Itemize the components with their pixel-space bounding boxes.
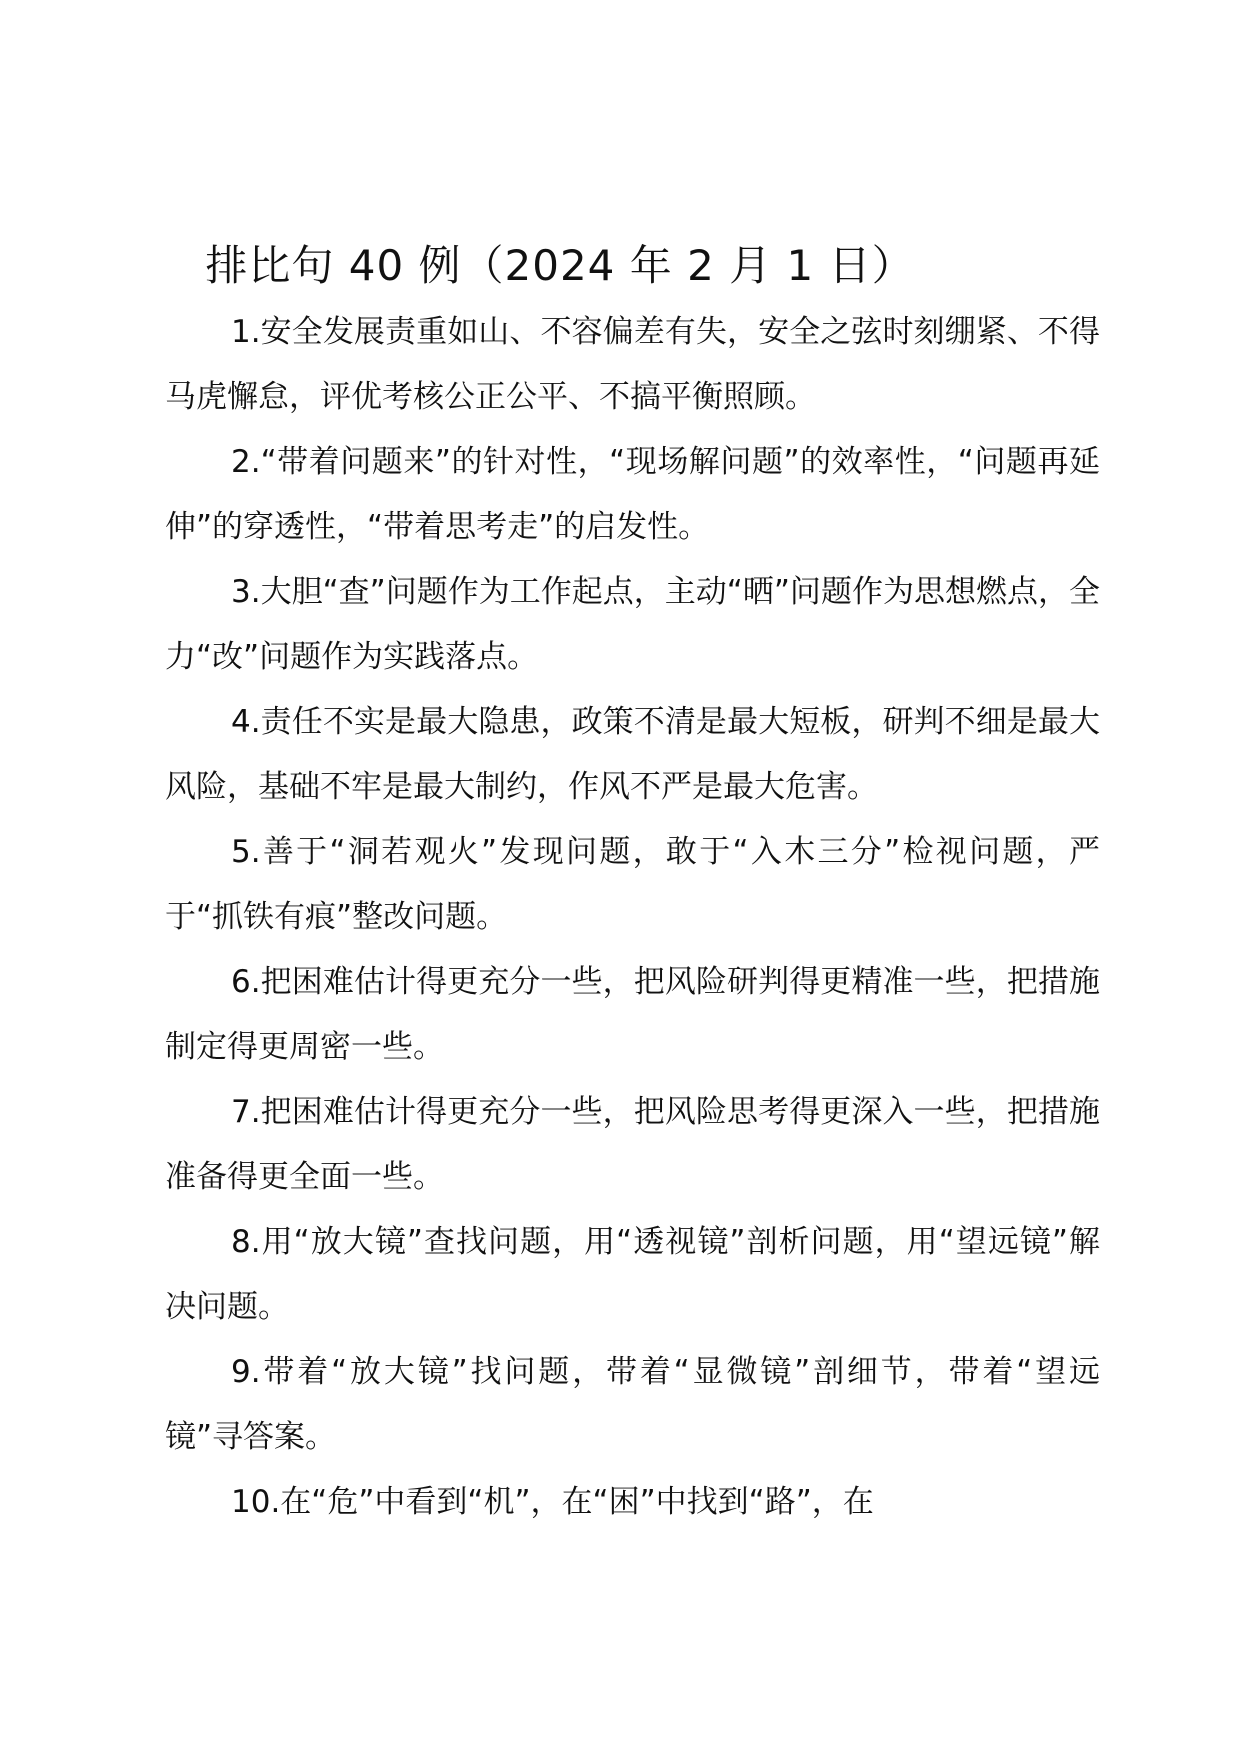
document-title: 排比句 40 例（2024 年 2 月 1 日） (205, 241, 915, 290)
document-body (165, 300, 1100, 1535)
paragraph-1: 1.安全发展责重如山、不容偏差有失，安全之弦时刻绷紧、不得马虎懈怠，评优考核公正公平、不搞平衡照顾。 (165, 314, 1100, 415)
paragraph-2: 2.“带着问题来”的针对性，“现场解问题”的效率性，“问题再延伸”的穿透性，“带着思考走”的启发性。 (165, 444, 1100, 545)
paragraph-9: 9.带着“放大镜”找问题，带着“显微镜”剖细节，带着“望远镜”寻答案。 (165, 1354, 1100, 1455)
paragraph-3: 3.大胆“查”问题作为工作起点，主动“晒”问题作为思想燃点，全力“改”问题作为实践落点。 (165, 574, 1100, 675)
paragraph-5: 5.善于“洞若观火”发现问题，敢于“入木三分”检视问题，严于“抓铁有痕”整改问题。 (165, 834, 1100, 935)
paragraph-7: 7.把困难估计得更充分一些，把风险思考得更深入一些，把措施准备得更全面一些。 (165, 1094, 1100, 1195)
paragraph-8: 8.用“放大镜”查找问题，用“透视镜”剖析问题，用“望远镜”解决问题。 (165, 1224, 1100, 1325)
paragraph-4: 4.责任不实是最大隐患，政策不清是最大短板，研判不细是最大风险，基础不牢是最大制约，作风不严是最大危害。 (165, 704, 1100, 805)
paragraph-10: 10.在“危”中看到“机”，在“困”中找到“路”，在 (231, 1484, 874, 1520)
paragraph-6: 6.把困难估计得更充分一些，把风险研判得更精准一些，把措施制定得更周密一些。 (165, 964, 1100, 1065)
